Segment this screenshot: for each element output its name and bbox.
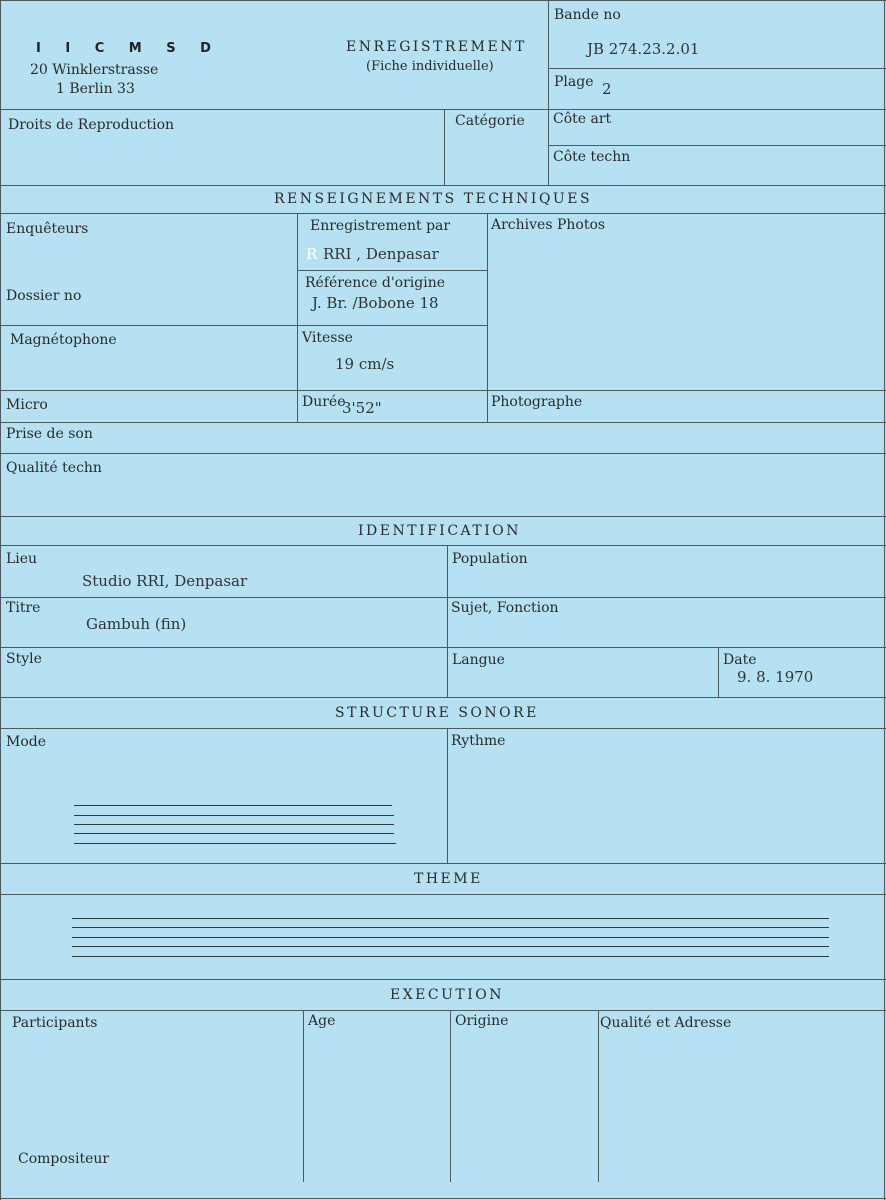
prise-de-son-label: Prise de son [6, 426, 93, 442]
titre-label: Titre [6, 600, 41, 616]
execution-heading: EXECUTION [390, 987, 505, 1003]
card-bottom-edge [0, 1198, 886, 1199]
card-top-edge [0, 0, 886, 1]
droits-label: Droits de Reproduction [8, 117, 175, 133]
enregistrement-par-mark: R [306, 245, 318, 263]
sujet-label: Sujet, Fonction [451, 600, 559, 616]
origine-divider [450, 1010, 451, 1182]
age-divider [303, 1010, 304, 1182]
style-rule [0, 697, 886, 698]
plage-value: 2 [602, 80, 612, 98]
population-label: Population [452, 551, 528, 567]
prise-rule [0, 453, 886, 454]
structure-heading: STRUCTURE SONORE [335, 705, 539, 721]
cote-rule [548, 145, 886, 146]
card-subtitle: (Fiche individuelle) [366, 59, 494, 74]
identification-heading-rule [0, 545, 886, 546]
magnetophone-label: Magnétophone [10, 332, 117, 348]
identification-heading: IDENTIFICATION [358, 523, 521, 539]
reference-value: J. Br. /Bobone 18 [312, 294, 439, 312]
execution-heading-rule [0, 1010, 886, 1011]
technique-col1-divider [297, 213, 298, 423]
date-value: 9. 8. 1970 [737, 668, 814, 686]
mode-staff-line-3 [74, 824, 394, 825]
enregistrement-par-label: Enregistrement par [310, 218, 451, 234]
vitesse-label: Vitesse [302, 330, 353, 346]
card-left-edge [0, 0, 1, 1200]
mode-staff-line-5 [74, 843, 396, 844]
theme-bottom-rule [0, 979, 886, 980]
mode-staff-line-2 [74, 815, 394, 816]
archives-photos-label: Archives Photos [491, 217, 606, 233]
participants-label: Participants [12, 1015, 98, 1031]
bande-label: Bande no [554, 7, 621, 23]
photographe-label: Photographe [491, 394, 583, 410]
structure-divider [447, 728, 448, 864]
qualite-adresse-label: Qualité et Adresse [600, 1015, 732, 1031]
compositeur-label: Compositeur [18, 1151, 110, 1167]
qualite-rule [0, 516, 886, 517]
card-right-edge [884, 0, 885, 1200]
duree-value: 3'52" [342, 399, 382, 417]
duree-label: Durée [302, 394, 346, 410]
header-bottom-rule [0, 109, 886, 110]
mode-label: Mode [6, 734, 47, 750]
org-city: 1 Berlin 33 [56, 81, 135, 97]
qualite-adresse-divider [598, 1010, 599, 1182]
technique-col2-divider [487, 213, 488, 423]
enqueteurs-label: Enquêteurs [6, 221, 89, 237]
identification-divider [447, 545, 448, 698]
theme-staff-line-3 [72, 937, 829, 938]
mode-staff-line-1 [74, 805, 392, 806]
micro-rule [0, 422, 886, 423]
theme-staff-line-4 [72, 946, 829, 947]
dossier-rule [0, 325, 487, 326]
bande-rule [548, 68, 886, 69]
date-label: Date [723, 652, 757, 668]
enregistrement-rule [297, 270, 487, 271]
categorie-label: Catégorie [455, 113, 525, 129]
technique-heading-rule [0, 213, 886, 214]
age-label: Age [308, 1013, 336, 1029]
technique-heading: RENSEIGNEMENTS TECHNIQUES [274, 191, 593, 207]
langue-label: Langue [452, 652, 505, 668]
cote-techn-label: Côte techn [553, 149, 631, 165]
org-logo-text: I I C M S D [36, 41, 221, 56]
mode-staff-line-4 [74, 833, 394, 834]
theme-staff-line-1 [72, 918, 829, 919]
titre-rule [0, 647, 886, 648]
theme-staff-line-2 [72, 927, 829, 928]
reference-label: Référence d'origine [305, 275, 446, 291]
enregistrement-par-value: RRI , Denpasar [323, 245, 439, 263]
card-title: ENREGISTREMENT [346, 39, 527, 55]
style-label: Style [6, 651, 42, 667]
theme-heading: THEME [414, 871, 483, 887]
lieu-value: Studio RRI, Denpasar [82, 572, 248, 590]
rythme-label: Rythme [451, 733, 506, 749]
magnetophone-rule [0, 390, 886, 391]
lieu-label: Lieu [6, 551, 38, 567]
dossier-label: Dossier no [6, 288, 82, 304]
titre-value: Gambuh (fin) [86, 615, 187, 633]
lieu-rule [0, 597, 886, 598]
structure-bottom-rule [0, 863, 886, 864]
micro-label: Micro [6, 397, 48, 413]
qualite-techn-label: Qualité techn [6, 460, 102, 476]
org-street: 20 Winklerstrasse [30, 62, 159, 78]
vitesse-value: 19 cm/s [335, 355, 395, 373]
bande-value: JB 274.23.2.01 [587, 40, 700, 58]
theme-staff-line-5 [72, 956, 829, 957]
cote-art-label: Côte art [553, 111, 612, 127]
rights-bottom-rule [0, 185, 886, 186]
categorie-divider [444, 109, 445, 186]
origine-label: Origine [455, 1013, 509, 1029]
header-right-divider [548, 0, 549, 186]
structure-heading-rule [0, 728, 886, 729]
plage-label: Plage [554, 74, 594, 90]
theme-heading-rule [0, 894, 886, 895]
date-divider [718, 647, 719, 698]
